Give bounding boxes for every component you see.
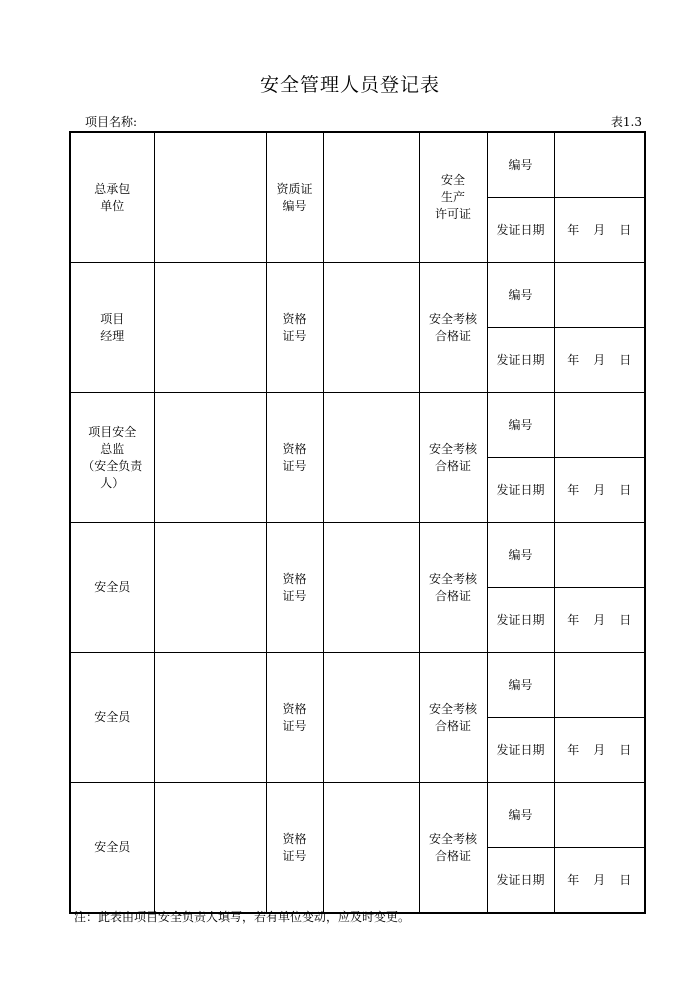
date-label-cell [487,718,554,783]
date-month: 月 [593,612,606,627]
cert-label-cell [266,132,323,263]
footnote: 注：此表由项目安全负责人填写，若有单位变动，应及时变更。 [74,910,411,924]
date-label-cell [487,328,554,393]
permit-label: 安全考核 合格证 [428,441,477,473]
date-month: 月 [593,482,606,497]
role-label: 项目 经理 [100,311,125,343]
date-month: 月 [593,222,606,237]
name-field[interactable] [154,783,266,914]
date-day: 日 [619,872,632,887]
name-field[interactable] [154,132,266,263]
date-label-cell [487,588,554,653]
cert-label-cell [266,523,323,653]
date-field[interactable] [554,718,645,783]
permit-label-cell [419,132,487,263]
permit-label-cell [419,653,487,783]
date-label-cell [487,458,554,523]
number-field[interactable] [554,783,645,848]
role-label: 安全员 [94,840,131,854]
table-row [70,783,645,848]
number-label-cell [487,523,554,588]
registration-table [69,131,646,914]
number-field[interactable] [554,393,645,458]
role-cell [70,393,154,523]
cert-label: 资格 证号 [282,311,307,343]
permit-label: 安全考核 合格证 [428,311,477,343]
date-year: 年 [567,222,580,237]
cert-number-field[interactable] [323,783,419,914]
date-label-cell [487,848,554,914]
role-label: 项目安全 总监 （安全负责 人） [82,424,143,490]
cert-number-field[interactable] [323,393,419,523]
number-label-cell [487,783,554,848]
permit-label-cell [419,393,487,523]
number-label: 编号 [508,807,533,822]
date-day: 日 [619,222,632,237]
date-field[interactable] [554,458,645,523]
table-row [70,653,645,718]
number-label: 编号 [508,287,533,302]
table-row [70,393,645,458]
cert-label-cell [266,783,323,914]
role-cell [70,132,154,263]
date-label: 发证日期 [496,872,545,887]
table-row [70,523,645,588]
role-cell [70,523,154,653]
cert-label: 资格 证号 [282,831,307,863]
date-field[interactable] [554,848,645,914]
cert-label: 资格 证号 [282,571,307,603]
date-day: 日 [619,482,632,497]
cert-number-field[interactable] [323,132,419,263]
cert-label-cell [266,393,323,523]
date-field[interactable] [554,588,645,653]
number-label-cell [487,653,554,718]
date-year: 年 [567,742,580,757]
number-label-cell [487,393,554,458]
date-month: 月 [593,742,606,757]
number-label: 编号 [508,157,533,172]
number-label: 编号 [508,677,533,692]
date-label: 发证日期 [496,222,545,237]
role-cell [70,783,154,914]
number-label-cell [487,263,554,328]
date-day: 日 [619,352,632,367]
table-row [70,263,645,328]
date-month: 月 [593,872,606,887]
cert-label: 资格 证号 [282,701,307,733]
cert-number-field[interactable] [323,523,419,653]
number-field[interactable] [554,263,645,328]
number-label: 编号 [508,417,533,432]
name-field[interactable] [154,653,266,783]
date-year: 年 [567,482,580,497]
permit-label: 安全考核 合格证 [428,701,477,733]
date-label-cell [487,198,554,263]
cert-number-field[interactable] [323,263,419,393]
name-field[interactable] [154,263,266,393]
date-label: 发证日期 [496,612,545,627]
name-field[interactable] [154,393,266,523]
role-cell [70,653,154,783]
date-day: 日 [619,742,632,757]
date-label: 发证日期 [496,352,545,367]
date-year: 年 [567,872,580,887]
cert-label-cell [266,263,323,393]
permit-label-cell [419,783,487,914]
project-name-label: 项目名称: [85,115,138,129]
table-number: 表1.3 [610,115,642,129]
date-label: 发证日期 [496,482,545,497]
table-row [70,132,645,198]
role-label: 安全员 [94,580,131,594]
permit-label: 安全 生产 许可证 [434,173,471,221]
cert-number-field[interactable] [323,653,419,783]
page-title: 安全管理人员登记表 [259,74,440,96]
permit-label: 安全考核 合格证 [428,571,477,603]
date-month: 月 [593,352,606,367]
date-field[interactable] [554,328,645,393]
cert-label: 资格 证号 [282,441,307,473]
number-field[interactable] [554,132,645,198]
permit-label: 安全考核 合格证 [428,831,477,863]
date-day: 日 [619,612,632,627]
number-field[interactable] [554,653,645,718]
number-label-cell [487,132,554,198]
number-field[interactable] [554,523,645,588]
role-cell [70,263,154,393]
date-label: 发证日期 [496,742,545,757]
role-label: 总承包 单位 [94,181,131,213]
role-label: 安全员 [94,710,131,724]
cert-label: 资质证 编号 [276,181,313,213]
date-field[interactable] [554,198,645,263]
date-year: 年 [567,612,580,627]
cert-label-cell [266,653,323,783]
number-label: 编号 [508,547,533,562]
date-year: 年 [567,352,580,367]
permit-label-cell [419,263,487,393]
name-field[interactable] [154,523,266,653]
permit-label-cell [419,523,487,653]
